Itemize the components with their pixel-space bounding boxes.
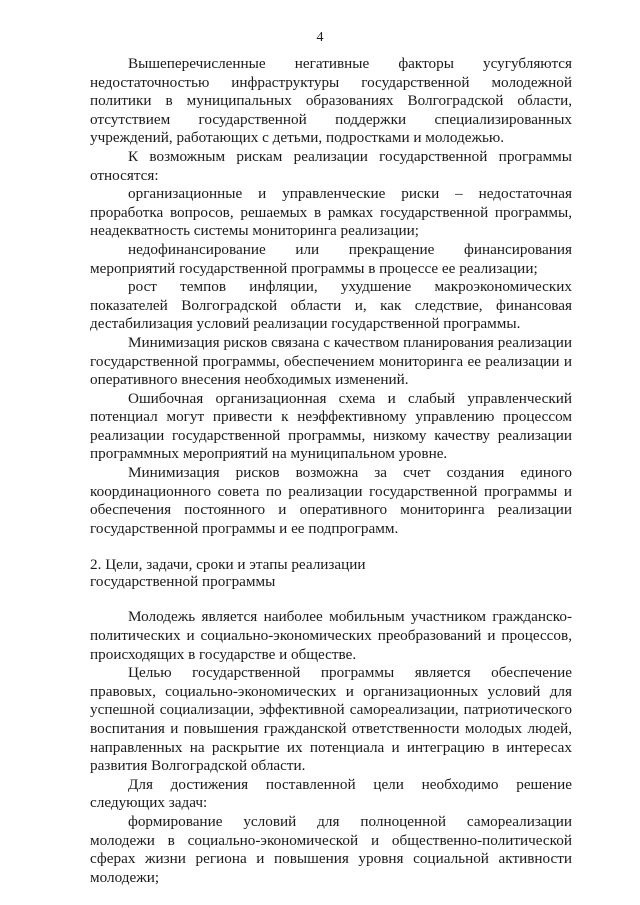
- paragraph: организационные и управленческие риски – недостаточная проработка вопросов, решаемых в рамках государственной программы, неадекватность системы мониторинга реализации;: [90, 185, 572, 240]
- paragraph: недофинансирование или прекращение финансирования мероприятий государственной программы в процессе ее реализации;: [90, 240, 572, 277]
- paragraph: рост темпов инфляции, ухудшение макроэкономических показателей Волгоградской области и, как следствие, финансовая дестабилизация условий реализации государственной программы.: [90, 278, 572, 333]
- body-text: [90, 55, 572, 887]
- section-heading-line: 2. Цели, задачи, сроки и этапы реализации: [90, 556, 366, 574]
- page-number: 4: [316, 30, 324, 45]
- paragraph: Для достижения поставленной цели необходимо решение следующих задач:: [90, 775, 572, 812]
- paragraph: Минимизация рисков связана с качеством планирования реализации государственной программы, обеспечением мониторинга ее реализации и оперативного внесения необходимых изменений.: [90, 333, 572, 389]
- paragraph: Ошибочная организационная схема и слабый управленческий потенциал могут привести к неэффективному управлению процессом реализации государственной программы, низкому качеству реализации программных мероприятий на муниципальном уровне.: [90, 389, 572, 463]
- paragraph: Молодежь является наиболее мобильным участником гражданско-политических и социально-экономических преобразований и процессов, происходящих в государстве и обществе.: [90, 608, 572, 663]
- paragraph: формирование условий для полноценной самореализации молодежи в социально-экономической и общественно-политической сферах жизни региона и повышения уровня социальной активности молодежи;: [90, 812, 572, 886]
- section-heading: [90, 556, 572, 590]
- paragraph: Вышеперечисленные негативные факторы усугубляются недостаточностью инфраструктуры государственной молодежной политики в муниципальных образованиях Волгоградской области, отсутствием государственной поддержки специализированных учреждений, работающих с детьми, подростками и молодежью.: [90, 55, 572, 147]
- paragraph: К возможным рискам реализации государственной программы относятся:: [90, 147, 572, 184]
- paragraph: Минимизация рисков возможна за счет создания единого координационного совета по реализации государственной программы и обеспечения постоянного и оперативного мониторинга реализации государственной программы и ее подпрограмм.: [90, 464, 572, 537]
- section-heading-line: государственной программы: [90, 573, 276, 591]
- paragraph: Целью государственной программы является обеспечение правовых, социально-экономических и организационных условий для успешной социализации, эффективной самореализации, патриотического воспитания и повышения гражданской ответственности молодых людей, направленных на раскрытие их потенциала и интеграцию в интересах развития Волгоградской области.: [90, 664, 572, 775]
